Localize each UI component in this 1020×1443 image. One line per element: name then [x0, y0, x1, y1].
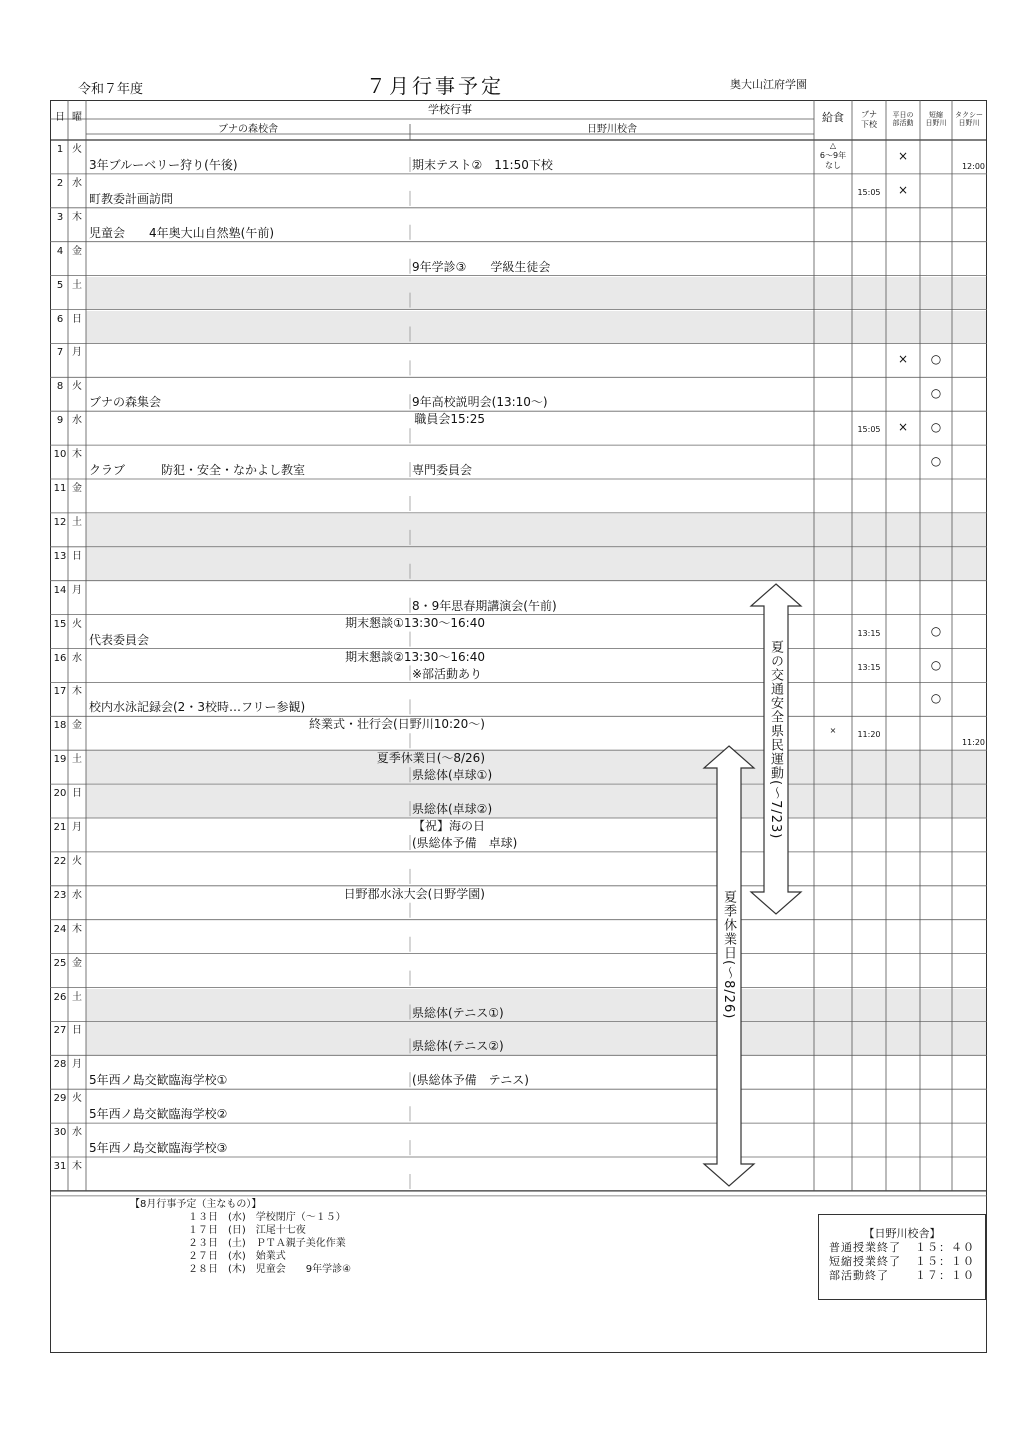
club-mark: ×: [897, 182, 909, 197]
col-weekday-header: 曜: [72, 112, 82, 123]
short-class-mark: ○: [930, 623, 942, 638]
club-end-time: １７：１０: [915, 1269, 975, 1282]
day-number: 12: [53, 516, 67, 528]
august-plan-title: 【8月行事予定（主なもの）】: [130, 1199, 262, 1210]
hinogawa-event: 県総体(卓球②): [412, 802, 493, 817]
school-name: 奥大山江府学園: [730, 78, 807, 91]
weekday: 火: [72, 618, 82, 630]
weekday: 土: [72, 991, 82, 1003]
page-title: ７月行事予定: [366, 74, 504, 98]
weekday: 水: [72, 652, 82, 664]
summer-vacation-label: 夏季休業日(～8/26): [721, 890, 736, 1020]
weekday: 木: [72, 449, 82, 461]
taxi-time: 11:20: [961, 738, 985, 748]
august-item: ２３日 (土) ＰＴＡ親子美化作業: [188, 1238, 346, 1249]
day-number: 8: [56, 381, 64, 393]
weekday: 水: [72, 177, 82, 189]
buna-dismiss-time: 13:15: [857, 662, 881, 672]
shared-event: 期末懇談②13:30～16:40: [345, 649, 485, 664]
weekday: 金: [72, 245, 82, 257]
day-number: 14: [53, 584, 67, 596]
regular-class-end-time: １５：４０: [915, 1241, 975, 1254]
buna-event: クラブ 防犯・安全・なかよし教室: [89, 463, 306, 478]
hinogawa-event: (県総体予備 卓球): [412, 836, 518, 850]
weekday: 日: [72, 313, 82, 325]
weekday: 火: [72, 855, 82, 867]
col-buna-header: ブナの森校舎: [218, 124, 278, 135]
day-number: 20: [53, 788, 67, 800]
day-number: 13: [53, 550, 67, 562]
weekday: 水: [72, 889, 82, 901]
day-number: 1: [56, 144, 64, 155]
short-class-mark: ○: [930, 420, 942, 435]
lunch-mark: △ 6～9年 なし: [819, 141, 847, 170]
short-class-mark: ○: [930, 352, 942, 367]
col-day-header: 日: [55, 112, 65, 123]
weekday: 月: [72, 822, 82, 833]
traffic-safety-label: 夏の交通安全県民運動(～7/23): [768, 640, 783, 840]
hinogawa-event: 県総体(卓球①): [412, 768, 493, 783]
weekday: 月: [72, 347, 82, 359]
day-number: 15: [53, 618, 67, 630]
august-item: １７日 (日) 江尾十七夜: [188, 1225, 306, 1236]
hinogawa-event: 県総体(テニス①): [412, 1005, 504, 1020]
shared-event: 日野郡水泳大会(日野学園): [343, 886, 485, 901]
day-number: 22: [53, 855, 67, 867]
hinogawa-times-box: [818, 1214, 986, 1300]
day-number: 21: [53, 822, 67, 833]
col-short-header: 短縮 日野川: [925, 111, 947, 127]
club-mark: ×: [897, 420, 909, 435]
weekday: 金: [72, 483, 82, 494]
august-item: ２８日 (木) 児童会 9年学診④: [188, 1264, 352, 1275]
col-lunch-header: 給食: [822, 111, 844, 124]
club-mark: ×: [897, 149, 909, 163]
day-number: 9: [56, 415, 64, 427]
weekday: 水: [72, 1127, 82, 1139]
day-number: 4: [56, 245, 64, 257]
day-number: 24: [53, 923, 67, 935]
buna-event: 5年西ノ島交歓臨海学校①: [89, 1073, 228, 1088]
buna-event: 3年ブルーベリー狩り(午後): [89, 158, 238, 172]
day-number: 16: [53, 652, 67, 664]
club-mark: ×: [897, 352, 909, 367]
hinogawa-box-title: 【日野川校舎】: [863, 1227, 941, 1240]
hinogawa-event: 期末テスト② 11:50下校: [412, 158, 553, 172]
hinogawa-event: 専門委員会: [412, 463, 473, 478]
weekday: 月: [72, 1059, 82, 1071]
day-number: 5: [56, 279, 64, 291]
shared-event: 【祝】海の日: [412, 819, 485, 833]
short-class-mark: ○: [930, 454, 942, 469]
day-number: 23: [53, 889, 67, 901]
weekday: 木: [72, 923, 82, 935]
weekday: 土: [72, 754, 82, 766]
shared-event: 終業式・壮行会(日野川10:20～): [309, 717, 485, 732]
day-number: 17: [53, 686, 67, 698]
regular-class-end-label: 普通授業終了: [829, 1241, 901, 1254]
day-number: 19: [53, 754, 67, 766]
taxi-time: 12:00: [961, 162, 985, 171]
weekday: 日: [72, 550, 82, 562]
weekday: 木: [72, 211, 82, 223]
day-number: 2: [56, 177, 64, 189]
buna-event: ブナの森集会: [89, 395, 162, 410]
col-hinogawa-header: 日野川校舎: [587, 124, 637, 135]
hinogawa-event: ※部活動あり: [412, 666, 483, 681]
weekday: 日: [72, 1025, 82, 1037]
buna-dismiss-time: 13:15: [857, 628, 881, 638]
short-class-mark: ○: [930, 386, 942, 401]
weekday: 木: [72, 686, 82, 698]
august-item: ２７日 (水) 始業式: [188, 1251, 286, 1262]
buna-event: 代表委員会: [89, 632, 150, 647]
weekday: 日: [72, 788, 82, 800]
lunch-mark: ×: [829, 726, 837, 736]
buna-event: 5年西ノ島交歓臨海学校②: [89, 1107, 228, 1122]
col-club-header: 平日の 部活動: [892, 111, 914, 127]
buna-event: 校内水泳記録会(2・3校時…フリー参観): [89, 700, 306, 715]
short-class-end-label: 短縮授業終了: [829, 1255, 901, 1268]
buna-dismiss-time: 15:05: [857, 187, 881, 197]
hinogawa-event: (県総体予備 テニス): [412, 1073, 529, 1088]
hinogawa-event: 9年高校説明会(13:10～): [412, 395, 548, 410]
hinogawa-event: 8・9年思春期講演会(午前): [412, 598, 557, 613]
weekday: 金: [72, 957, 82, 969]
shared-event: 夏季休業日(～8/26): [376, 751, 485, 766]
day-number: 31: [53, 1161, 67, 1172]
day-number: 29: [53, 1093, 67, 1105]
buna-event: 児童会 4年奥大山自然塾(午前): [89, 225, 274, 240]
fiscal-year: 令和７年度: [78, 82, 144, 97]
day-number: 7: [56, 347, 64, 359]
club-end-label: 部活動終了: [829, 1269, 889, 1282]
day-number: 10: [53, 449, 67, 461]
august-plan: [130, 1198, 351, 1276]
buna-dismiss-time: 15:05: [857, 425, 881, 435]
short-class-end-time: １５：１０: [915, 1255, 975, 1268]
weekday: 金: [72, 720, 82, 732]
short-class-mark: ○: [930, 691, 942, 706]
col-buna-dismiss-header: ブナ 下校: [861, 110, 877, 129]
day-number: 26: [53, 991, 67, 1003]
day-number: 18: [53, 720, 67, 732]
day-number: 30: [53, 1127, 67, 1139]
day-number: 11: [53, 483, 67, 494]
col-school-events-header: 学校行事: [428, 103, 472, 116]
buna-event: 町教委計画訪問: [89, 191, 174, 206]
hinogawa-event: 9年学診③ 学級生徒会: [412, 259, 551, 274]
shared-event: 職員会15:25: [414, 412, 485, 427]
weekday: 月: [72, 584, 82, 596]
buna-event: 5年西ノ島交歓臨海学校③: [89, 1141, 228, 1156]
weekday: 土: [72, 279, 82, 291]
weekday: 水: [72, 415, 82, 427]
day-number: 28: [53, 1059, 67, 1071]
shared-event: 期末懇談①13:30～16:40: [345, 615, 485, 630]
weekday: 火: [72, 381, 82, 393]
weekday: 火: [72, 1093, 82, 1105]
weekday: 土: [72, 516, 82, 528]
day-number: 25: [53, 957, 67, 969]
weekday: 火: [72, 144, 82, 155]
buna-dismiss-time: 11:20: [857, 730, 881, 740]
hinogawa-event: 県総体(テニス②): [412, 1039, 504, 1054]
august-item: １３日 (水) 学校閉庁（～１５）: [188, 1212, 346, 1223]
day-number: 3: [56, 211, 64, 223]
col-taxi-header: タクシー 日野川: [955, 111, 983, 127]
short-class-mark: ○: [930, 657, 942, 672]
day-number: 6: [56, 313, 64, 325]
weekday: 木: [72, 1161, 82, 1172]
day-number: 27: [53, 1025, 67, 1037]
